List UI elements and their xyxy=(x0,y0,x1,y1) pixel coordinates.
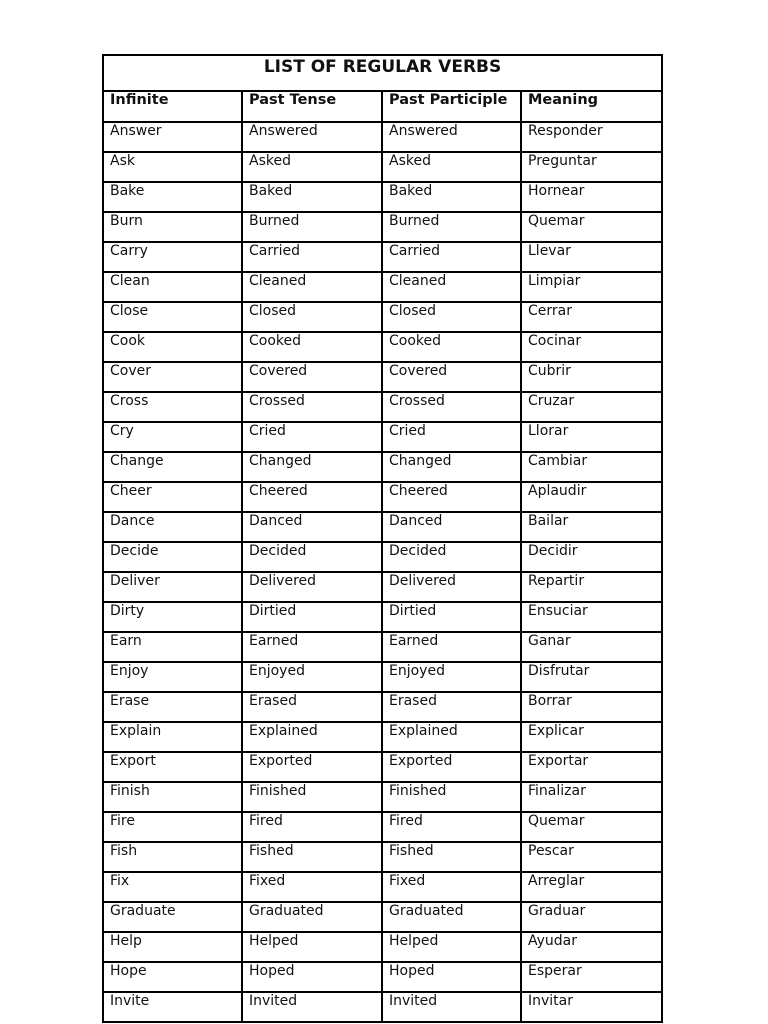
cell-past-participle: Graduated xyxy=(382,902,521,932)
cell-past-participle: Helped xyxy=(382,932,521,962)
cell-meaning: Decidir xyxy=(521,542,662,572)
cell-past-tense: Changed xyxy=(242,452,382,482)
cell-meaning: Cambiar xyxy=(521,452,662,482)
table-row xyxy=(103,692,662,722)
cell-past-tense: Cleaned xyxy=(242,272,382,302)
cell-infinite: Enjoy xyxy=(103,662,242,692)
cell-past-tense: Delivered xyxy=(242,572,382,602)
cell-meaning: Ayudar xyxy=(521,932,662,962)
cell-infinite: Export xyxy=(103,752,242,782)
cell-past-tense: Enjoyed xyxy=(242,662,382,692)
table-body xyxy=(103,122,662,1022)
cell-past-participle: Asked xyxy=(382,152,521,182)
cell-meaning: Borrar xyxy=(521,692,662,722)
title-row xyxy=(103,55,662,91)
table-row xyxy=(103,422,662,452)
cell-past-participle: Burned xyxy=(382,212,521,242)
cell-meaning: Cubrir xyxy=(521,362,662,392)
cell-infinite: Hope xyxy=(103,962,242,992)
cell-past-participle: Answered xyxy=(382,122,521,152)
cell-past-tense: Explained xyxy=(242,722,382,752)
cell-meaning: Graduar xyxy=(521,902,662,932)
header-infinite: Infinite xyxy=(103,91,242,122)
cell-past-tense: Carried xyxy=(242,242,382,272)
cell-infinite: Close xyxy=(103,302,242,332)
table-row xyxy=(103,152,662,182)
table-row xyxy=(103,272,662,302)
cell-infinite: Help xyxy=(103,932,242,962)
table-row xyxy=(103,722,662,752)
cell-infinite: Clean xyxy=(103,272,242,302)
cell-past-participle: Exported xyxy=(382,752,521,782)
cell-past-tense: Fished xyxy=(242,842,382,872)
cell-past-tense: Invited xyxy=(242,992,382,1022)
cell-past-tense: Closed xyxy=(242,302,382,332)
cell-infinite: Graduate xyxy=(103,902,242,932)
cell-past-participle: Carried xyxy=(382,242,521,272)
cell-past-tense: Cooked xyxy=(242,332,382,362)
table-row xyxy=(103,662,662,692)
cell-infinite: Earn xyxy=(103,632,242,662)
cell-past-participle: Explained xyxy=(382,722,521,752)
cell-meaning: Cruzar xyxy=(521,392,662,422)
cell-past-participle: Invited xyxy=(382,992,521,1022)
cell-meaning: Esperar xyxy=(521,962,662,992)
header-meaning: Meaning xyxy=(521,91,662,122)
cell-past-tense: Cheered xyxy=(242,482,382,512)
cell-meaning: Ensuciar xyxy=(521,602,662,632)
table-row xyxy=(103,482,662,512)
table-row xyxy=(103,362,662,392)
cell-past-participle: Fished xyxy=(382,842,521,872)
table-row xyxy=(103,242,662,272)
cell-meaning: Aplaudir xyxy=(521,482,662,512)
table-row xyxy=(103,512,662,542)
cell-meaning: Ganar xyxy=(521,632,662,662)
table-row xyxy=(103,962,662,992)
table-row xyxy=(103,872,662,902)
table-row xyxy=(103,332,662,362)
cell-past-tense: Danced xyxy=(242,512,382,542)
cell-infinite: Erase xyxy=(103,692,242,722)
cell-meaning: Cerrar xyxy=(521,302,662,332)
table-row xyxy=(103,542,662,572)
cell-infinite: Bake xyxy=(103,182,242,212)
cell-past-participle: Baked xyxy=(382,182,521,212)
cell-infinite: Invite xyxy=(103,992,242,1022)
cell-infinite: Cross xyxy=(103,392,242,422)
table-row xyxy=(103,182,662,212)
cell-infinite: Cry xyxy=(103,422,242,452)
cell-past-participle: Cleaned xyxy=(382,272,521,302)
table-row xyxy=(103,902,662,932)
cell-past-tense: Baked xyxy=(242,182,382,212)
cell-infinite: Fix xyxy=(103,872,242,902)
cell-past-participle: Danced xyxy=(382,512,521,542)
cell-infinite: Cover xyxy=(103,362,242,392)
cell-past-participle: Crossed xyxy=(382,392,521,422)
cell-meaning: Finalizar xyxy=(521,782,662,812)
cell-past-tense: Answered xyxy=(242,122,382,152)
cell-meaning: Hornear xyxy=(521,182,662,212)
cell-past-tense: Cried xyxy=(242,422,382,452)
cell-past-participle: Delivered xyxy=(382,572,521,602)
cell-infinite: Carry xyxy=(103,242,242,272)
cell-infinite: Dance xyxy=(103,512,242,542)
table-row xyxy=(103,842,662,872)
cell-meaning: Pescar xyxy=(521,842,662,872)
regular-verbs-table xyxy=(102,54,663,1023)
cell-meaning: Cocinar xyxy=(521,332,662,362)
cell-infinite: Answer xyxy=(103,122,242,152)
cell-meaning: Arreglar xyxy=(521,872,662,902)
table-title: LIST OF REGULAR VERBS xyxy=(103,55,662,91)
cell-meaning: Limpiar xyxy=(521,272,662,302)
cell-past-participle: Earned xyxy=(382,632,521,662)
cell-past-participle: Cheered xyxy=(382,482,521,512)
cell-infinite: Finish xyxy=(103,782,242,812)
cell-past-tense: Erased xyxy=(242,692,382,722)
cell-past-tense: Fired xyxy=(242,812,382,842)
cell-meaning: Disfrutar xyxy=(521,662,662,692)
table-row xyxy=(103,632,662,662)
cell-past-participle: Changed xyxy=(382,452,521,482)
cell-infinite: Dirty xyxy=(103,602,242,632)
cell-infinite: Explain xyxy=(103,722,242,752)
cell-infinite: Decide xyxy=(103,542,242,572)
table-row xyxy=(103,212,662,242)
header-row xyxy=(103,91,662,122)
cell-meaning: Exportar xyxy=(521,752,662,782)
cell-meaning: Quemar xyxy=(521,212,662,242)
cell-past-tense: Covered xyxy=(242,362,382,392)
cell-infinite: Deliver xyxy=(103,572,242,602)
cell-meaning: Quemar xyxy=(521,812,662,842)
header-past-tense: Past Tense xyxy=(242,91,382,122)
cell-past-participle: Dirtied xyxy=(382,602,521,632)
cell-past-tense: Crossed xyxy=(242,392,382,422)
cell-past-tense: Helped xyxy=(242,932,382,962)
cell-past-tense: Burned xyxy=(242,212,382,242)
cell-past-participle: Cooked xyxy=(382,332,521,362)
cell-past-tense: Finished xyxy=(242,782,382,812)
cell-infinite: Burn xyxy=(103,212,242,242)
cell-infinite: Change xyxy=(103,452,242,482)
cell-past-tense: Fixed xyxy=(242,872,382,902)
cell-infinite: Cheer xyxy=(103,482,242,512)
cell-infinite: Cook xyxy=(103,332,242,362)
cell-past-tense: Decided xyxy=(242,542,382,572)
cell-meaning: Llevar xyxy=(521,242,662,272)
cell-past-tense: Asked xyxy=(242,152,382,182)
cell-meaning: Bailar xyxy=(521,512,662,542)
table-row xyxy=(103,752,662,782)
cell-past-tense: Exported xyxy=(242,752,382,782)
table-row xyxy=(103,122,662,152)
cell-past-participle: Enjoyed xyxy=(382,662,521,692)
header-past-participle: Past Participle xyxy=(382,91,521,122)
cell-infinite: Fire xyxy=(103,812,242,842)
cell-past-participle: Closed xyxy=(382,302,521,332)
cell-past-participle: Cried xyxy=(382,422,521,452)
cell-past-participle: Fired xyxy=(382,812,521,842)
cell-past-tense: Earned xyxy=(242,632,382,662)
table-row xyxy=(103,572,662,602)
cell-meaning: Repartir xyxy=(521,572,662,602)
table-row xyxy=(103,602,662,632)
cell-meaning: Explicar xyxy=(521,722,662,752)
cell-meaning: Llorar xyxy=(521,422,662,452)
cell-infinite: Fish xyxy=(103,842,242,872)
cell-past-participle: Hoped xyxy=(382,962,521,992)
table-row xyxy=(103,812,662,842)
table-row xyxy=(103,302,662,332)
table-row xyxy=(103,782,662,812)
cell-past-participle: Finished xyxy=(382,782,521,812)
cell-past-participle: Covered xyxy=(382,362,521,392)
cell-past-tense: Hoped xyxy=(242,962,382,992)
cell-past-participle: Fixed xyxy=(382,872,521,902)
cell-past-tense: Graduated xyxy=(242,902,382,932)
table-row xyxy=(103,392,662,422)
table-row xyxy=(103,992,662,1022)
cell-meaning: Preguntar xyxy=(521,152,662,182)
cell-past-tense: Dirtied xyxy=(242,602,382,632)
cell-infinite: Ask xyxy=(103,152,242,182)
table-row xyxy=(103,932,662,962)
cell-past-participle: Decided xyxy=(382,542,521,572)
cell-meaning: Responder xyxy=(521,122,662,152)
cell-past-participle: Erased xyxy=(382,692,521,722)
cell-meaning: Invitar xyxy=(521,992,662,1022)
table-row xyxy=(103,452,662,482)
